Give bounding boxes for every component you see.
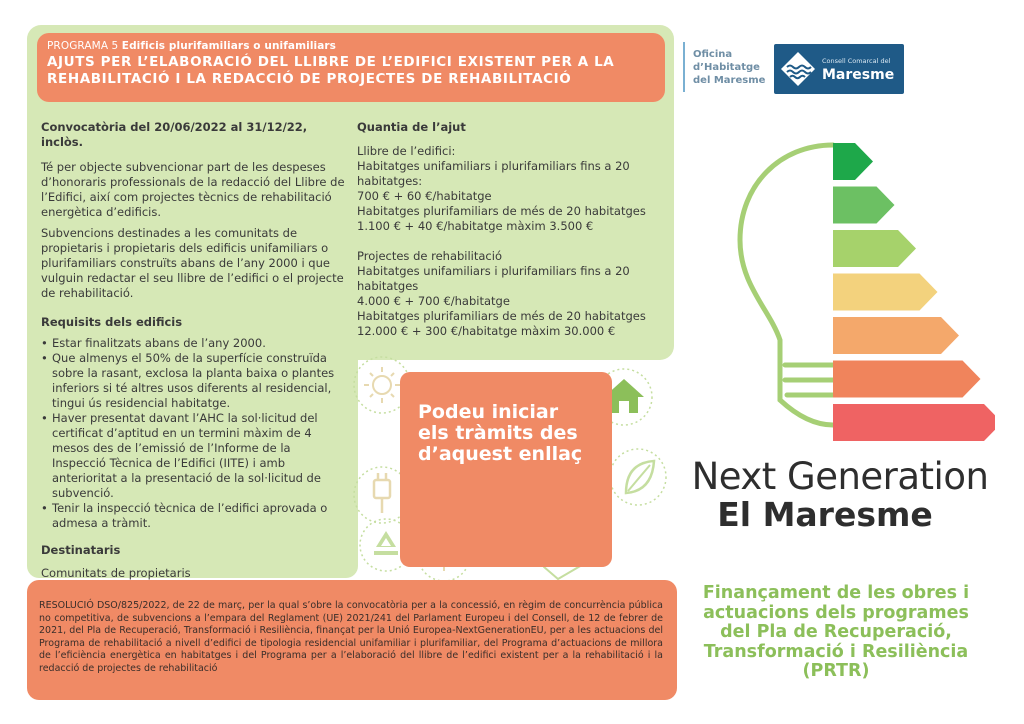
resolution-box <box>27 580 677 700</box>
consell-small-text: Consell Comarcal del <box>822 57 891 65</box>
projectes-title: Projectes de rehabilitació <box>357 249 502 263</box>
energy-bar <box>833 274 938 311</box>
program-name: Edificis plurifamiliars o unifamiliars <box>121 40 337 52</box>
cta-text[interactable]: Podeu iniciar els tràmits des d’aquest enllaç <box>418 401 583 465</box>
llibre-line-2: 700 € + 60 €/habitatge <box>357 189 492 203</box>
beneficiaries-paragraph: Subvencions destinades a les comunitats de propietaris i propietaris dels edificis unifamiliars o plurifamiliars construïts abans de l’any 2000 i que vulguin redactar el seu llibre de l’edifici o el projecte de rehabilitació. <box>41 226 344 300</box>
list-item: • Estar finalitzats abans de l’any 2000. <box>41 336 346 351</box>
logo-divider <box>683 42 685 92</box>
brand-next-generation: Next Generation <box>691 455 989 498</box>
list-item: • Que almenys el 50% de la superfície construïda sobre la rasant, exclosa la planta baixa o plantes inferiors si té altres usos diferents al residencial, tingui ús residencial habitatge. <box>41 351 346 411</box>
projectes-line-3: Habitatges plurifamiliars de més de 20 habitatges <box>357 309 646 323</box>
left-column <box>41 120 346 587</box>
logos <box>683 42 908 94</box>
energy-bar <box>833 187 895 224</box>
sun-icon <box>364 367 400 403</box>
waves-logo-icon <box>780 51 816 87</box>
oficina-line-3: del Maresme <box>693 75 766 86</box>
energy-bar <box>833 230 916 267</box>
brand-el-maresme: El Maresme <box>717 495 933 534</box>
requisits-heading: Requisits dels edificis <box>41 315 183 329</box>
program-header <box>37 33 665 102</box>
start-procedure-link[interactable] <box>400 372 612 567</box>
destinataris-heading: Destinataris <box>41 543 121 557</box>
light-bulb-icon <box>725 135 995 445</box>
consell-big-text: Maresme <box>822 67 895 83</box>
llibre-line-1: Habitatges unifamiliars i plurifamiliars fins a 20 habitatges: <box>357 159 630 188</box>
oficina-line-2: d’Habitatge <box>693 62 760 73</box>
energy-bar <box>833 404 995 441</box>
program-number: PROGRAMA 5 <box>47 40 119 52</box>
consell-comarcal-logo <box>774 44 904 94</box>
llibre-title: Llibre de l’edifici: <box>357 144 456 158</box>
quantia-heading: Quantia de l’ajut <box>357 120 466 134</box>
projectes-line-1: Habitatges unifamiliars i plurifamiliars fins a 20 habitatges <box>357 264 630 293</box>
projectes-line-4: 12.000 € + 300 €/habitatge màxim 30.000 € <box>357 324 616 338</box>
plug-icon <box>374 473 390 513</box>
projectes-line-2: 4.000 € + 700 €/habitatge <box>357 294 510 308</box>
energy-bar <box>833 143 873 180</box>
leaf-icon <box>626 461 654 493</box>
list-item: • Tenir la inspecció tècnica de l’edifici aprovada o admesa a tràmit. <box>41 501 346 531</box>
resolution-text: RESOLUCIÓ DSO/825/2022, de 22 de març, per la qual s’obre la convocatòria per a la concessió, en règim de concurrència pública no competitiva, de subvencions a l’empara del Reglament (UE) 2021/241 del Parlament Europeu i del Consell, de 12 de febrer de 2021, del Pla de Recuperació, Transformació i Resiliència, finançat per la Unió Europea-NextGenerationEU, per a les actuacions del Programa de rehabilitació a nivell d’edifici de tipologia residencial unifamiliar i plurifamiliar, del Programa d’actuacions de millora de l’eficiència energètica en habitatges i del Programa per a l’elaboració del llibre de l’edifici existent per a la rehabilitació i la redacció de projectes de rehabilitació <box>39 600 663 674</box>
oficina-habitatge-logo <box>693 48 765 87</box>
program-label <box>47 40 655 52</box>
right-column <box>357 120 667 339</box>
recycle-icon <box>374 531 398 555</box>
financament-text: Finançament de les obres i actuacions dels programes del Pla de Recuperació, Transformació i Resiliència (PRTR) <box>702 583 970 681</box>
program-title: AJUTS PER L’ELABORACIÓ DEL LLIBRE DE L’EDIFICI EXISTENT PER A LA REHABILITACIÓ I LA REDACCIÓ DE PROJECTES DE REHABILITACIÓ <box>47 54 615 87</box>
objective-paragraph: Té per objecte subvencionar part de les despeses d’honoraris professionals de la redacció del Llibre de l’Edifici, així com projectes tècnics de rehabilitació energètica d’edificis. <box>41 160 345 219</box>
convocatoria-dates: Convocatòria del 20/06/2022 al 31/12/22, inclòs. <box>41 120 308 149</box>
energy-bar <box>833 317 959 354</box>
energy-bar <box>833 361 981 398</box>
llibre-line-4: 1.100 € + 40 €/habitatge màxim 3.500 € <box>357 219 594 233</box>
destinataris-value: Comunitats de propietaris <box>41 566 191 580</box>
llibre-line-3: Habitatges plurifamiliars de més de 20 habitatges <box>357 204 646 218</box>
list-item: • Haver presentat davant l’AHC la sol·licitud del certificat d’aptitud en un termini màxim de 4 mesos des de l’emissió de l’Informe de la Inspecció Tècnica de l’Edifici (IITE) i amb anterioritat a la presentació de la sol·licitud de subvenció. <box>41 411 346 501</box>
requisits-list <box>41 336 346 531</box>
oficina-line-1: Oficina <box>693 49 733 60</box>
